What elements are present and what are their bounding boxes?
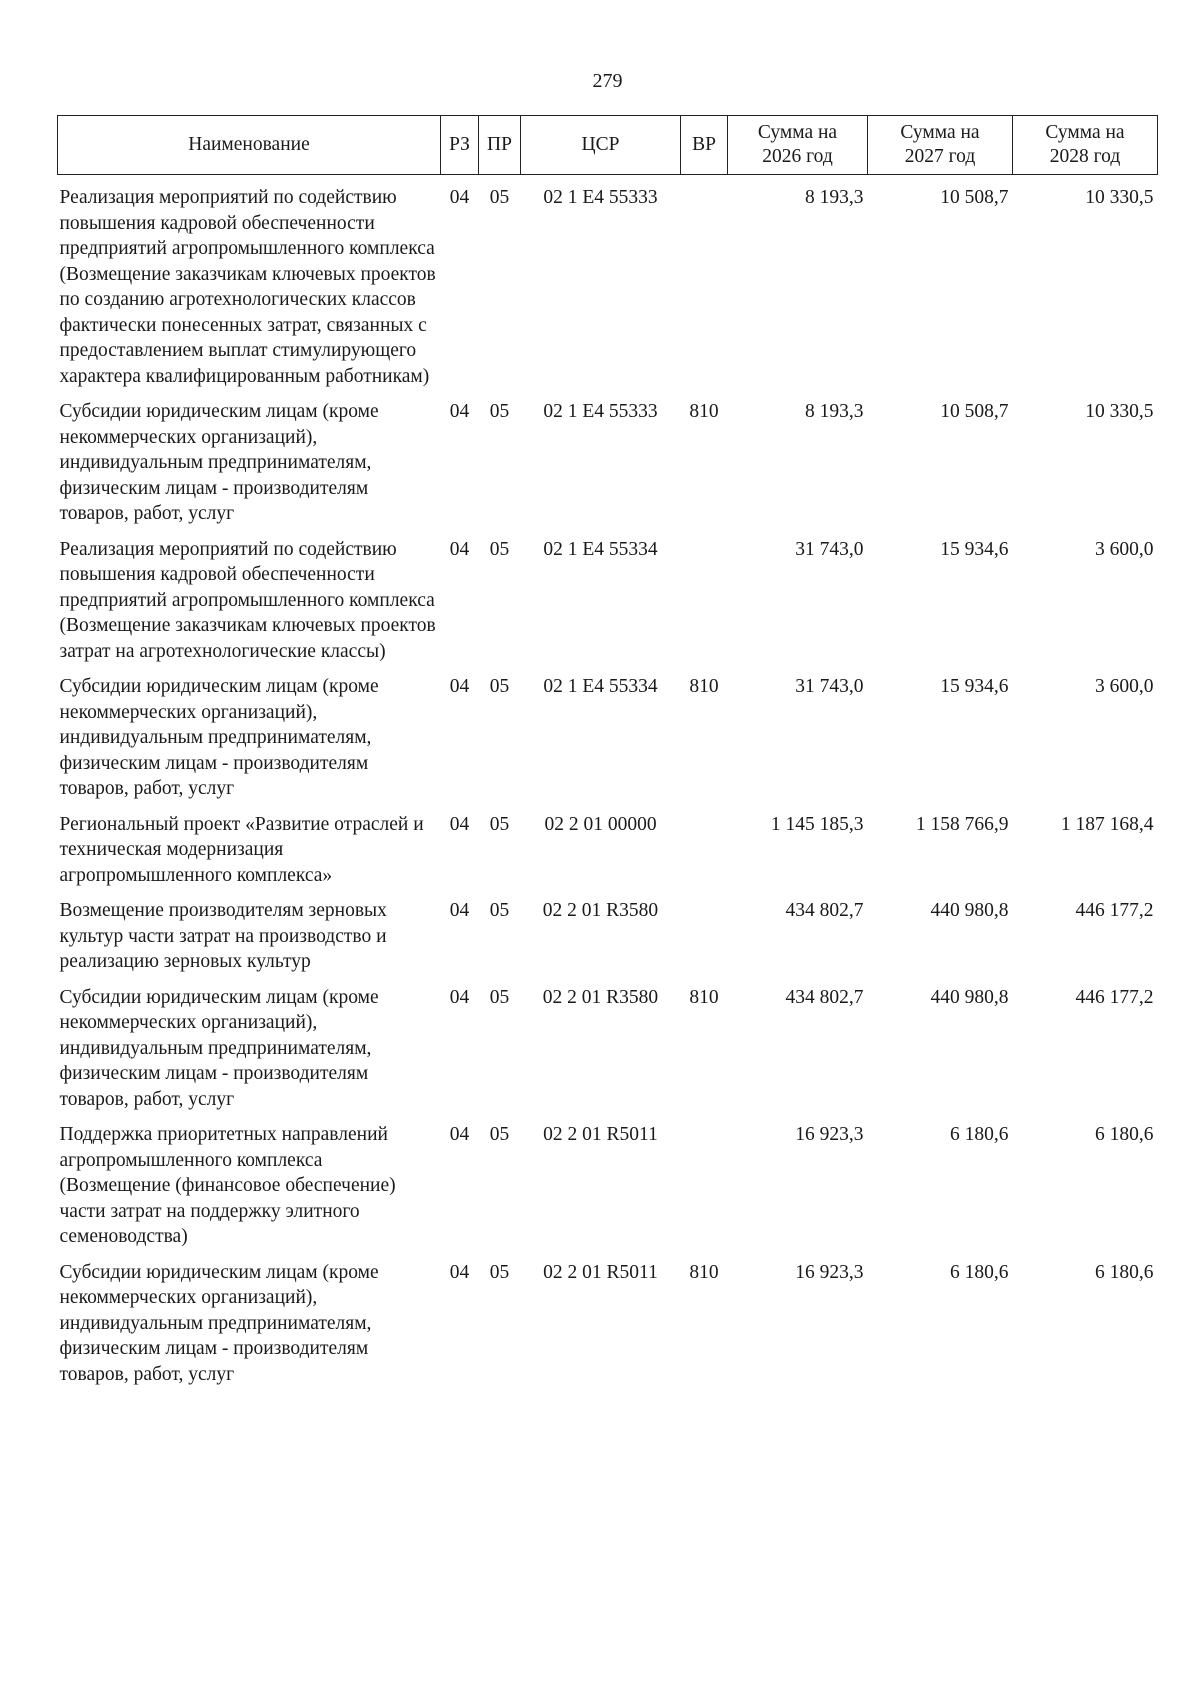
- row-name: Возмещение производителям зерновых культур части затрат на производство и реализацию зерновых культур: [59, 900, 387, 972]
- column-header-vr: ВР: [681, 116, 728, 175]
- row-rz: 04: [449, 1124, 470, 1145]
- row-rz: 04: [449, 1261, 470, 1283]
- column-header-csr: ЦСР: [521, 116, 681, 175]
- table-row: [58, 805, 1158, 892]
- row-rz: 04: [449, 813, 470, 835]
- column-header-sum-2026-line2: 2026 год: [762, 146, 833, 167]
- row-csr: 02 1 Е4 55333: [543, 401, 658, 422]
- row-pr: 05: [489, 676, 510, 697]
- row-vr: [681, 891, 728, 978]
- row-name: Субсидии юридическим лицам (кроме некоммерческих организаций), индивидуальным предпринимателям, физическим лицам - производителям товаров, работ, услуг: [59, 986, 379, 1110]
- column-header-pr: ПР: [479, 116, 521, 175]
- column-header-sum-2026: [728, 116, 868, 175]
- row-sum-2028: 6 180,6: [1095, 1261, 1154, 1283]
- row-pr: 05: [489, 187, 510, 208]
- row-vr: [681, 530, 728, 668]
- page-number: 279: [592, 70, 623, 92]
- row-sum-2028: 446 177,2: [1075, 900, 1154, 921]
- row-sum-2028: 3 600,0: [1095, 538, 1154, 560]
- table-row: [58, 667, 1158, 805]
- row-rz: 04: [449, 401, 470, 422]
- row-sum-2028: 3 600,0: [1095, 676, 1154, 697]
- row-rz: 04: [449, 900, 470, 921]
- row-rz: 04: [449, 986, 470, 1008]
- table-body: [58, 175, 1158, 1391]
- column-header-sum-2028-line1: Сумма на: [1045, 122, 1125, 143]
- row-sum-2026: 16 923,3: [795, 1124, 864, 1145]
- row-sum-2027: 6 180,6: [950, 1261, 1009, 1283]
- column-header-sum-2028: [1013, 116, 1158, 175]
- row-vr: 810: [689, 986, 719, 1008]
- row-csr: 02 2 01 R3580: [542, 986, 659, 1008]
- table-header-row: [58, 116, 1158, 175]
- row-pr: 05: [489, 1124, 510, 1145]
- row-sum-2026: 31 743,0: [795, 538, 864, 560]
- row-sum-2026: 31 743,0: [795, 676, 864, 697]
- row-name: Субсидии юридическим лицам (кроме некоммерческих организаций), индивидуальным предпринимателям, физическим лицам - производителям товаров, работ, услуг: [59, 1261, 379, 1385]
- row-sum-2026: 8 193,3: [805, 401, 864, 422]
- row-sum-2026: 16 923,3: [795, 1261, 864, 1283]
- row-pr: 05: [489, 1261, 510, 1283]
- column-header-name: Наименование: [58, 116, 441, 175]
- row-csr: 02 2 01 R5011: [543, 1124, 658, 1145]
- row-name: Региональный проект «Развитие отраслей и техническая модернизация агропромышленного комплекса»: [59, 813, 424, 886]
- row-vr: 810: [689, 401, 719, 422]
- row-sum-2026: 8 193,3: [805, 187, 864, 208]
- table-row: [58, 530, 1158, 668]
- row-csr: 02 1 Е4 55334: [543, 538, 658, 560]
- table-row: [58, 1253, 1158, 1391]
- row-pr: 05: [489, 401, 510, 422]
- row-csr: 02 2 01 R3580: [542, 900, 659, 921]
- row-pr: 05: [489, 986, 510, 1008]
- row-sum-2027: 10 508,7: [940, 187, 1009, 208]
- row-sum-2027: 440 980,8: [930, 986, 1009, 1008]
- table-row: [58, 175, 1158, 393]
- row-vr: [681, 175, 728, 393]
- column-header-sum-2028-line2: 2028 год: [1049, 146, 1121, 167]
- table-row: [58, 891, 1158, 978]
- row-csr: 02 2 01 R5011: [543, 1261, 658, 1283]
- row-vr: [681, 1115, 728, 1253]
- row-name: Реализация мероприятий по содействию повышения кадровой обеспеченности предприятий агропромышленного комплекса (Возмещение заказчикам ключевых проектов по созданию агротехнологических классов фактически понесенных затрат, связанных с предоставлением выплат стимулирующего характера квалифицированным работникам): [59, 187, 436, 387]
- row-sum-2028: 10 330,5: [1085, 187, 1154, 208]
- row-sum-2027: 15 934,6: [940, 538, 1009, 560]
- row-name: Реализация мероприятий по содействию повышения кадровой обеспеченности предприятий агропромышленного комплекса (Возмещение заказчикам ключевых проектов затрат на агротехнологические классы): [59, 538, 436, 662]
- row-vr: [681, 805, 728, 892]
- row-sum-2028: 446 177,2: [1075, 986, 1154, 1008]
- column-header-sum-2027-line1: Сумма на: [900, 122, 980, 143]
- row-sum-2027: 1 158 766,9: [915, 813, 1009, 835]
- table-row: [58, 392, 1158, 530]
- row-csr: 02 1 Е4 55334: [543, 676, 658, 697]
- row-name: Субсидии юридическим лицам (кроме некоммерческих организаций), индивидуальным предпринимателям, физическим лицам - производителям товаров, работ, услуг: [59, 401, 379, 524]
- column-header-sum-2026-line1: Сумма на: [757, 122, 838, 143]
- budget-table: [57, 115, 1158, 1390]
- table-row: [58, 1115, 1158, 1253]
- row-sum-2028: 6 180,6: [1095, 1124, 1154, 1145]
- row-pr: 05: [489, 900, 510, 921]
- row-rz: 04: [449, 538, 470, 560]
- row-sum-2027: 10 508,7: [940, 401, 1009, 422]
- row-sum-2027: 440 980,8: [930, 900, 1009, 921]
- row-pr: 05: [489, 813, 510, 835]
- row-csr: 02 2 01 00000: [544, 813, 657, 835]
- row-sum-2026: 434 802,7: [785, 986, 864, 1008]
- row-name: Поддержка приоритетных направлений агропромышленного комплекса (Возмещение (финансовое обеспечение) части затрат на поддержку элитного семеноводства): [59, 1124, 396, 1247]
- row-vr: 810: [689, 1261, 719, 1283]
- column-header-rz: РЗ: [441, 116, 479, 175]
- column-header-sum-2027-line2: 2027 год: [904, 146, 976, 167]
- row-csr: 02 1 Е4 55333: [543, 187, 658, 208]
- row-sum-2026: 1 145 185,3: [770, 813, 864, 835]
- row-sum-2028: 10 330,5: [1085, 401, 1154, 422]
- row-sum-2026: 434 802,7: [785, 900, 864, 921]
- row-vr: 810: [689, 676, 719, 697]
- row-sum-2027: 15 934,6: [940, 676, 1009, 697]
- row-sum-2027: 6 180,6: [950, 1124, 1009, 1145]
- table-row: [58, 978, 1158, 1116]
- row-rz: 04: [449, 187, 470, 208]
- row-rz: 04: [449, 676, 470, 697]
- row-pr: 05: [489, 538, 510, 560]
- column-header-sum-2027: [868, 116, 1013, 175]
- row-sum-2028: 1 187 168,4: [1060, 813, 1154, 835]
- row-name: Субсидии юридическим лицам (кроме некоммерческих организаций), индивидуальным предпринимателям, физическим лицам - производителям товаров, работ, услуг: [59, 676, 379, 799]
